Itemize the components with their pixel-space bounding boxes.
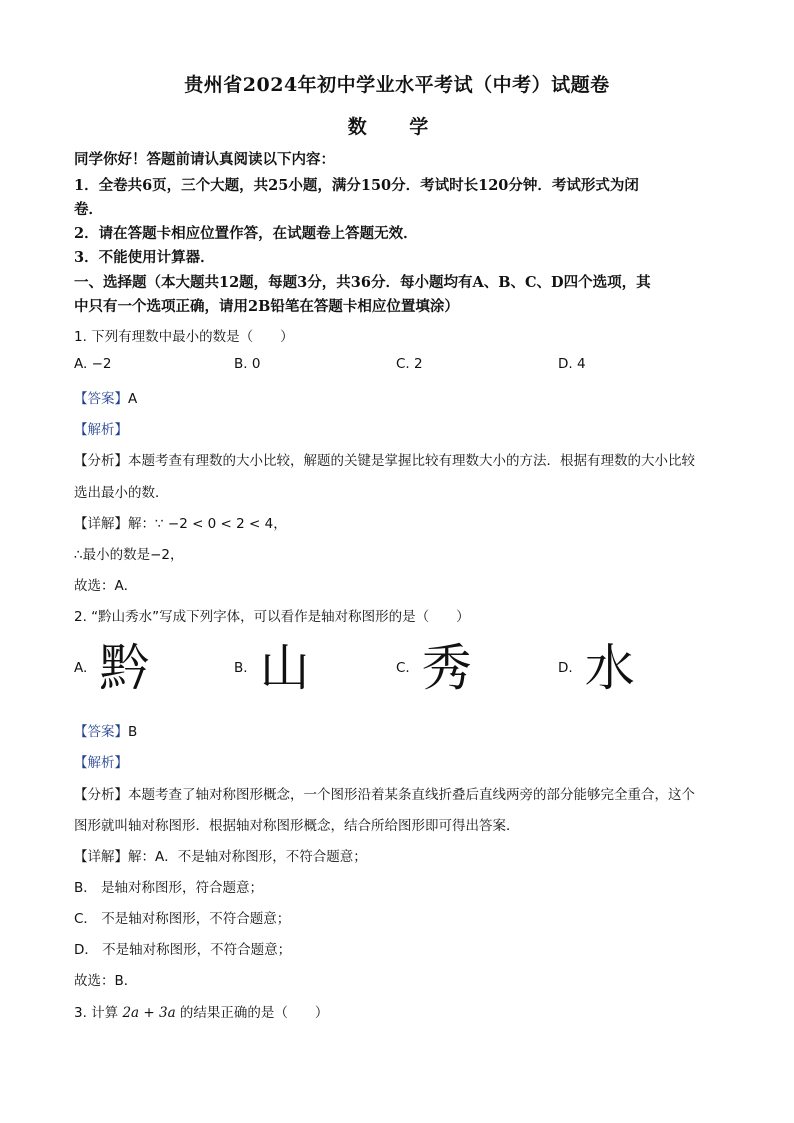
q1-analysis-tag [74,418,734,438]
q2-option-b-glyph: 山 [259,639,310,697]
q3-stem [74,1001,734,1021]
fenxi-tag: 【分析】 [74,787,128,803]
q1-option-b: B. 0 [234,356,261,372]
q2-option-a-label: A. [74,660,88,676]
q2-fenxi [74,783,734,803]
q2-option-d-label: D. [558,660,573,676]
q1-fenxi-text: 本题考查有理数的大小比较，解题的关键是掌握比较有理数大小的方法．根据有理数的大小比较 [128,453,695,469]
q2-detail [74,845,734,865]
q1-detail [74,512,734,532]
q2-option-c-glyph: 秀 [421,639,472,697]
q2-answer [74,720,734,740]
q2-stem: 2. “黔山秀水”写成下列字体，可以看作是轴对称图形的是（ ） [74,609,470,625]
q2-detail-d: D． 不是轴对称图形，不符合题意； [74,942,292,958]
analysis-tag: 【解析】 [74,755,128,771]
q3-stem-prefix: 3. 计算 [74,1005,123,1021]
q2-answer-value: B [128,724,138,740]
analysis-tag: 【解析】 [74,422,128,438]
q3-stem-suffix: 的结果正确的是（ ） [175,1005,329,1021]
instruction-item-1: 1．全卷共6页，三个大题，共25小题，满分150分．考试时长120分钟．考试形式为闭 [74,177,639,194]
q1-answer-value: A [128,391,138,407]
q2-option-c [396,638,472,698]
fenxi-tag: 【分析】 [74,453,128,469]
q2-option-d-glyph: 水 [584,639,635,697]
q2-detail-b: B． 是轴对称图形，符合题意； [74,880,264,896]
detail-tag: 【详解】 [74,849,128,865]
subject-title: 数 学 [347,116,447,138]
q1-fenxi-cont: 选出最小的数． [74,485,169,501]
q2-fenxi-text: 本题考查了轴对称图形概念，一个图形沿着某条直线折叠后直线两旁的部分能够完全重合，这个 [128,787,695,803]
q2-option-b [234,638,310,698]
section-1-heading-cont: 中只有一个选项正确，请用2B铅笔在答题卡相应位置填涂） [74,298,459,315]
q1-conclusion: 故选：A． [74,578,138,594]
section-1-heading: 一、选择题（本大题共12题，每题3分，共36分．每小题均有A、B、C、D四个选项，其 [74,274,651,291]
answer-tag: 【答案】 [74,724,128,740]
instructions-greeting: 同学你好！答题前请认真阅读以下内容： [74,151,335,168]
q2-option-c-label: C. [396,660,410,676]
q1-fenxi [74,449,734,469]
instruction-item-2: 2．请在答题卡相应位置作答，在试题卷上答题无效． [74,225,418,242]
q1-option-c: C. 2 [396,356,423,372]
q2-detail-text: 解：A．不是轴对称图形，不符合题意； [128,849,367,865]
q1-detail-text: 解：∵ −2 < 0 < 2 < 4， [128,516,287,532]
exam-title: 贵州省2024年初中学业水平考试（中考）试题卷 [184,74,610,96]
q2-conclusion: 故选：B． [74,973,138,989]
q1-stem: 1. 下列有理数中最小的数是（ ） [74,329,294,345]
instruction-item-1-cont: 卷． [74,201,103,218]
instruction-item-3: 3．不能使用计算器． [74,249,215,266]
detail-tag: 【详解】 [74,516,128,532]
answer-tag: 【答案】 [74,391,128,407]
q1-option-d: D. 4 [558,356,586,372]
q2-detail-c: C． 不是轴对称图形，不符合题意； [74,911,291,927]
q2-fenxi-cont: 图形就叫轴对称图形．根据轴对称图形概念，结合所给图形即可得出答案． [74,818,520,834]
q2-option-a [74,638,149,698]
q1-answer [74,387,734,407]
q2-option-a-glyph: 黔 [99,639,150,697]
q2-option-d [558,638,635,698]
q2-analysis-tag [74,751,734,771]
q2-option-b-label: B. [234,660,248,676]
q1-option-a: A. −2 [74,356,112,372]
q1-detail-cont: ∴最小的数是−2， [74,547,184,563]
q3-expression: 2a + 3a [122,1005,176,1021]
